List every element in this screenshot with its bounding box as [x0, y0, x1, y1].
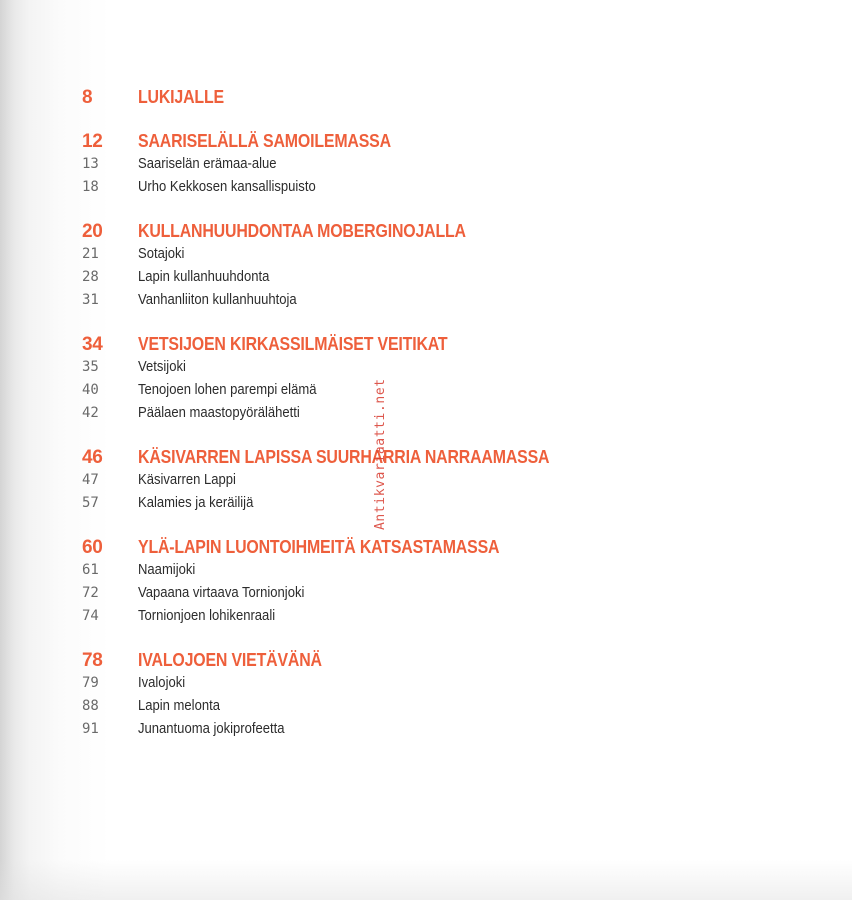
entry-page-number: 88 — [82, 698, 99, 714]
toc-section — [82, 333, 802, 428]
entry-title: Junantuoma jokiprofeetta — [138, 721, 285, 737]
entry-page-number: 21 — [82, 246, 99, 262]
toc-section — [82, 86, 802, 112]
entry-title: Käsivarren Lappi — [138, 472, 236, 488]
entry-title: Tornionjoen lohikenraali — [138, 608, 276, 624]
toc-entry — [82, 382, 802, 405]
section-title: KULLANHUUHDONTAA MOBERGINOJALLA — [138, 220, 466, 241]
entry-page-number: 79 — [82, 675, 99, 691]
toc-section — [82, 536, 802, 631]
entry-title: Sotajoki — [138, 246, 185, 262]
section-heading — [82, 536, 802, 562]
section-page-number: 8 — [82, 87, 93, 108]
toc-entry — [82, 359, 802, 382]
entry-page-number: 72 — [82, 585, 99, 601]
toc-entry — [82, 585, 802, 608]
toc-entry — [82, 405, 802, 428]
section-title: YLÄ-LAPIN LUONTOIHMEITÄ KATSASTAMASSA — [138, 536, 500, 557]
toc-entry — [82, 495, 802, 518]
section-page-number: 20 — [82, 221, 103, 242]
table-of-contents — [82, 86, 802, 762]
section-title: LUKIJALLE — [138, 86, 224, 107]
entry-title: Lapin kullanhuuhdonta — [138, 269, 270, 285]
entry-title: Vetsijoki — [138, 359, 186, 375]
page-edge-shadow — [0, 860, 852, 900]
toc-entry — [82, 472, 802, 495]
toc-section — [82, 649, 802, 744]
entry-page-number: 42 — [82, 405, 99, 421]
section-heading — [82, 220, 802, 246]
entry-title: Naamijoki — [138, 562, 196, 578]
section-title: VETSIJOEN KIRKASSILMÄISET VEITIKAT — [138, 333, 448, 354]
entry-page-number: 28 — [82, 269, 99, 285]
section-page-number: 12 — [82, 131, 103, 152]
toc-entry — [82, 675, 802, 698]
entry-title: Urho Kekkosen kansallispuisto — [138, 179, 316, 195]
entry-title: Saariselän erämaa-alue — [138, 156, 277, 172]
section-title: IVALOJOEN VIETÄVÄNÄ — [138, 649, 322, 670]
section-heading — [82, 130, 802, 156]
entry-title: Lapin melonta — [138, 698, 220, 714]
entry-title: Päälaen maastopyörälähetti — [138, 405, 300, 421]
entry-page-number: 31 — [82, 292, 99, 308]
toc-entry — [82, 608, 802, 631]
section-title: KÄSIVARREN LAPISSA SUURHARRIA NARRAAMASSA — [138, 446, 550, 467]
toc-entry — [82, 246, 802, 269]
entry-page-number: 18 — [82, 179, 99, 195]
entry-page-number: 35 — [82, 359, 99, 375]
entry-page-number: 13 — [82, 156, 99, 172]
toc-entry — [82, 292, 802, 315]
entry-page-number: 61 — [82, 562, 99, 578]
entry-page-number: 47 — [82, 472, 99, 488]
section-title: SAARISELÄLLÄ SAMOILEMASSA — [138, 130, 391, 151]
section-heading — [82, 446, 802, 472]
section-page-number: 34 — [82, 334, 103, 355]
entry-page-number: 91 — [82, 721, 99, 737]
toc-section — [82, 130, 802, 202]
toc-entry — [82, 562, 802, 585]
toc-entry — [82, 721, 802, 744]
entry-title: Tenojoen lohen parempi elämä — [138, 382, 317, 398]
watermark: Antikvariaatti.net — [373, 378, 388, 530]
section-heading — [82, 86, 802, 112]
entry-title: Ivalojoki — [138, 675, 186, 691]
entry-page-number: 74 — [82, 608, 99, 624]
toc-entry — [82, 698, 802, 721]
section-heading — [82, 649, 802, 675]
entry-title: Vapaana virtaava Tornionjoki — [138, 585, 305, 601]
toc-entry — [82, 269, 802, 292]
section-page-number: 78 — [82, 650, 103, 671]
toc-entry — [82, 156, 802, 179]
entry-page-number: 57 — [82, 495, 99, 511]
section-page-number: 60 — [82, 537, 103, 558]
entry-title: Kalamies ja keräilijä — [138, 495, 254, 511]
entry-page-number: 40 — [82, 382, 99, 398]
toc-section — [82, 446, 802, 518]
section-page-number: 46 — [82, 447, 103, 468]
entry-title: Vanhanliiton kullanhuuhtoja — [138, 292, 297, 308]
toc-entry — [82, 179, 802, 202]
toc-section — [82, 220, 802, 315]
section-heading — [82, 333, 802, 359]
